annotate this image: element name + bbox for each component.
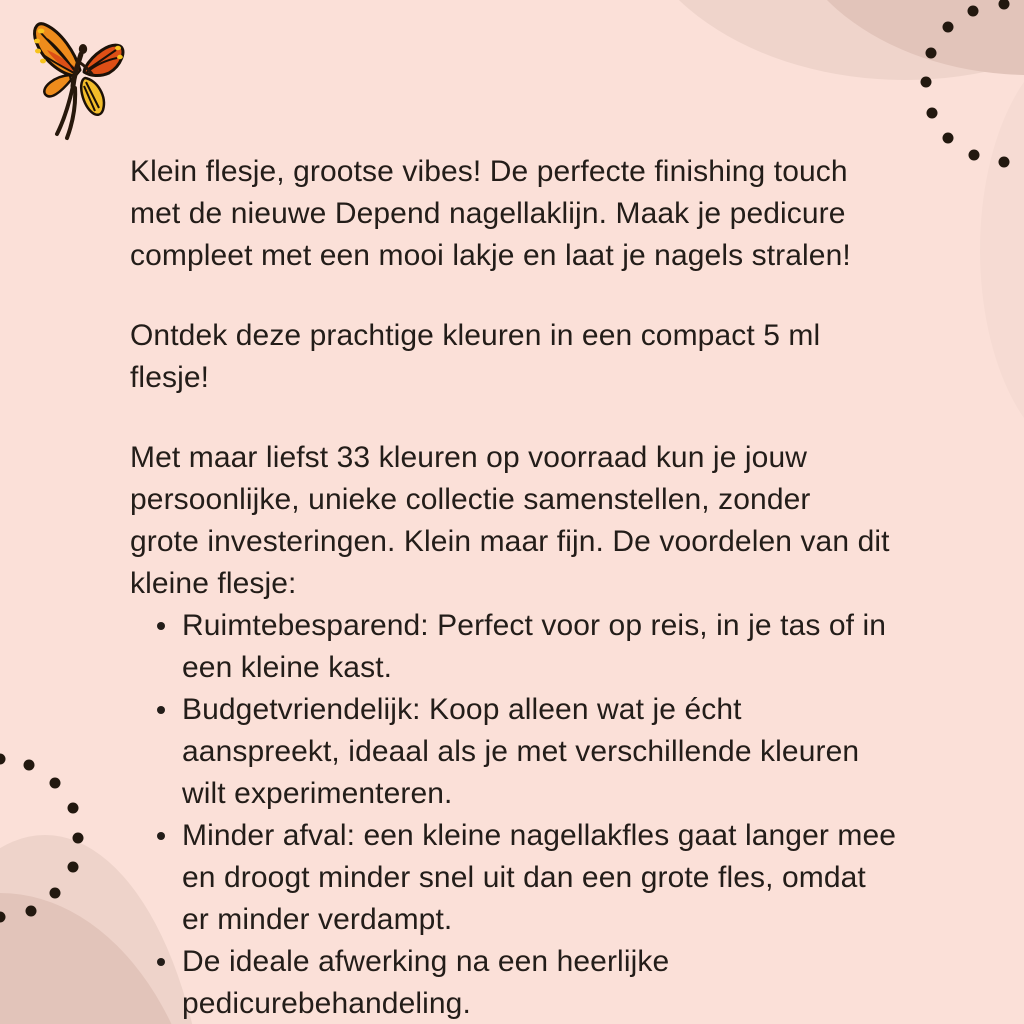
text-line: Met maar liefst 33 kleuren op voorraad kun je jouw [130, 441, 808, 474]
list-item-budgetvriendelijk [182, 689, 938, 815]
paragraph-colors [130, 437, 938, 605]
text-line: Budgetvriendelijk: Koop alleen wat je écht [182, 693, 742, 726]
list-item-ideale-afwerking [182, 941, 938, 1024]
text-line: met de nieuwe Depend nagellaklijn. Maak je pedicure [130, 197, 846, 230]
post-text [130, 151, 938, 1024]
text-line: en droogt minder snel uit dan een grote fles, omdat [182, 861, 866, 894]
text-line: flesje! [130, 361, 210, 394]
text-line: er minder verdampt. [182, 903, 453, 936]
dotted-arc-icon-bottom-left [0, 753, 89, 928]
text-line: Klein flesje, grootse vibes! De perfecte finishing touch [130, 155, 848, 188]
list-item-minder-afval [182, 815, 938, 941]
paragraph-intro [130, 151, 938, 277]
list-item-ruimtebesparend [182, 605, 938, 689]
text-line: De ideale afwerking na een heerlijke [182, 945, 670, 978]
text-line: grote investeringen. Klein maar fijn. De voordelen van dit [130, 525, 890, 558]
text-line: een kleine kast. [182, 651, 393, 684]
paragraph-discover [130, 315, 938, 399]
text-line: wilt experimenteren. [182, 777, 453, 810]
dotted-arc-icon-top-right [915, 0, 1024, 175]
text-line: Ontdek deze prachtige kleuren in een compact 5 ml [130, 319, 821, 352]
text-line: persoonlijke, unieke collectie samenstellen, zonder [130, 483, 811, 516]
text-line: kleine flesje: [130, 567, 297, 600]
text-line: compleet met een mooi lakje en laat je nagels stralen! [130, 239, 851, 272]
text-line: Ruimtebesparend: Perfect voor op reis, in je tas of in [182, 609, 887, 642]
butterfly-fairy-icon [25, 12, 130, 152]
text-line: aanspreekt, ideaal als je met verschillende kleuren [182, 735, 860, 768]
text-line: pedicurebehandeling. [182, 987, 471, 1020]
benefits-list [130, 605, 938, 1024]
text-line: Minder afval: een kleine nagellakfles gaat langer mee [182, 819, 897, 852]
